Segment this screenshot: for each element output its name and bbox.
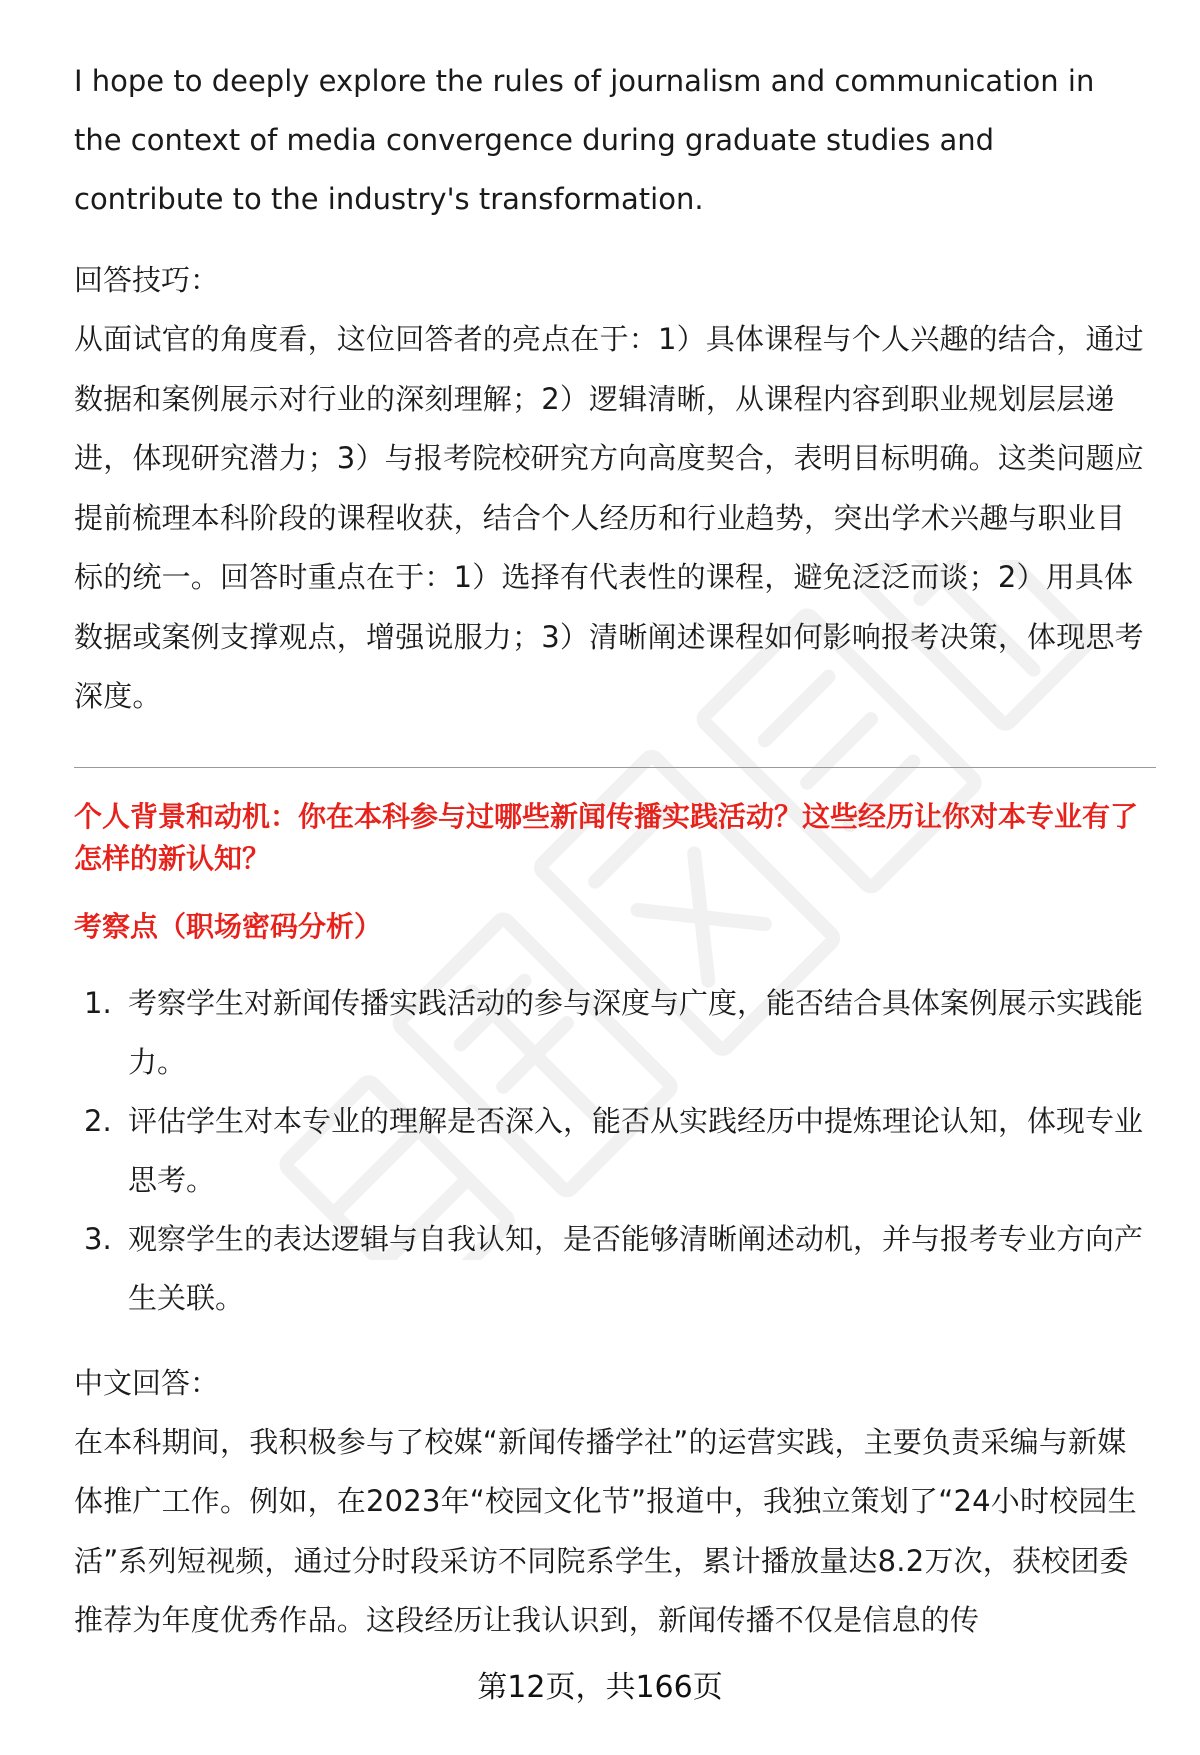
answer-paragraph: 在本科期间，我积极参与了校媒“新闻传播学社”的运营实践，主要负责采编与新媒体推广工作。例如，在2023年“校园文化节”报道中，我独立策划了“24小时校园生活”系列短视频，通过分时段采访不同院系学生，累计播放量达8.2万次，获校团委推荐为年度优秀作品。这段经历让我认识到，新闻传播不仅是信息的传: [74, 1424, 1137, 1637]
list-item: [74, 1092, 1144, 1210]
list-item-text: 评估学生对本专业的理解是否深入，能否从实践经历中提炼理论认知，体现专业思考。: [128, 1103, 1144, 1197]
tips-paragraph: 从面试官的角度看，这位回答者的亮点在于：1）具体课程与个人兴趣的结合，通过数据和案例展示对行业的深刻理解；2）逻辑清晰，从课程内容到职业规划层层递进，体现研究潜力；3）与报考院校研究方向高度契合，表明目标明确。这类问题应提前梳理本科阶段的课程收获，结合个人经历和行业趋势，突出学术兴趣与职业目标的统一。回答时重点在于：1）选择有代表性的课程，避免泛泛而谈；2）用具体数据或案例支撑观点，增强说服力；3）清晰阐述课程如何影响报考决策，体现思考深度。: [74, 322, 1144, 713]
section-divider: [74, 767, 1156, 768]
question-subheading: 考察点（职场密码分析）: [74, 909, 383, 943]
document-page: [74, 52, 1144, 1651]
list-item-text: 观察学生的表达逻辑与自我认知，是否能够清晰阐述动机，并与报考专业方向产生关联。: [128, 1221, 1144, 1315]
answer-label: 中文回答：: [74, 1365, 220, 1400]
list-item-number: 3.: [84, 1221, 112, 1256]
page-number-footer: 第12页，共166页: [477, 1670, 723, 1705]
tips-label: 回答技巧：: [74, 263, 220, 297]
list-item-text: 考察学生对新闻传播实践活动的参与深度与广度，能否结合具体案例展示实践能力。: [128, 985, 1144, 1079]
list-item: [74, 974, 1144, 1092]
intro-english-paragraph: I hope to deeply explore the rules of journalism and communication in the context of media convergence during graduate studies and contribute to the industry's transformation.: [74, 64, 1095, 216]
assessment-points-list: [74, 974, 1144, 1328]
list-item: [74, 1210, 1144, 1328]
list-item-number: 2.: [84, 1103, 112, 1138]
list-item-number: 1.: [84, 985, 112, 1020]
question-heading: 个人背景和动机：你在本科参与过哪些新闻传播实践活动？这些经历让你对本专业有了怎样的新认知？: [74, 799, 1139, 875]
